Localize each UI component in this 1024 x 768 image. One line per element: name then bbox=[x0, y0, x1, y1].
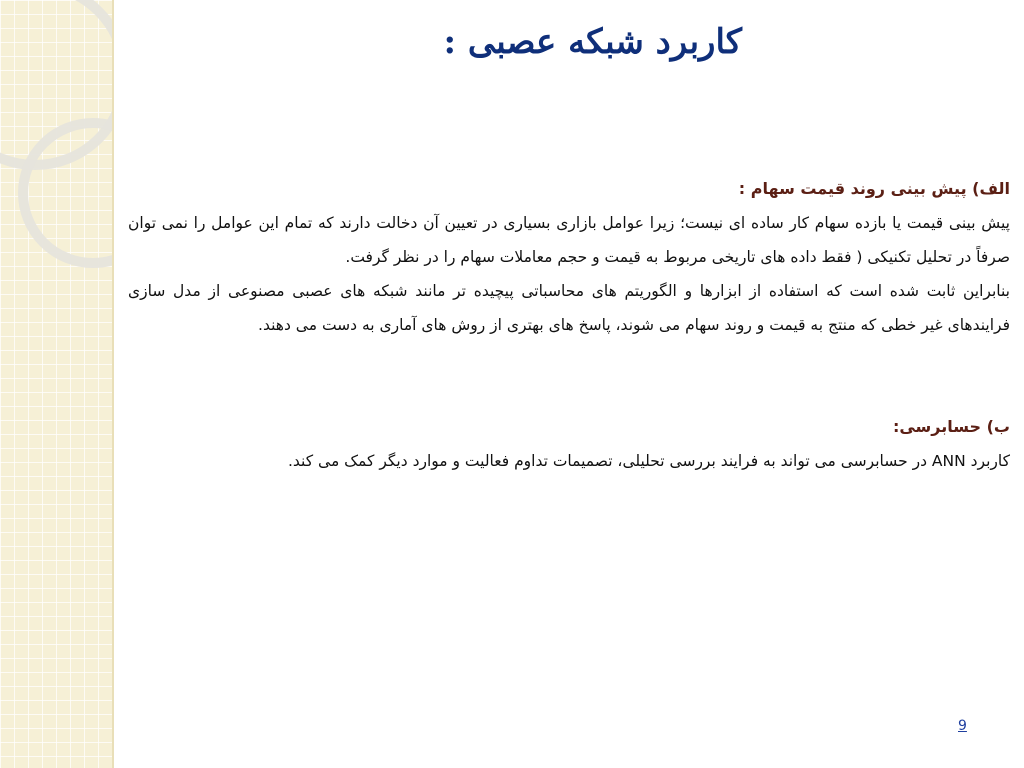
section-a-paragraph-2: بنابراین ثابت شده است که استفاده از ابزارها و الگوریتم های محاسباتی پیچیده تر مانند شبکه های عصبی مصنوعی از مدل سازی فرایندهای غیر خطی که منتج به قیمت و روند سهام می شوند، پاسخ های بهتری از روش های آماری به دست می دهند. bbox=[128, 282, 1010, 334]
section-a-heading: الف) پیش بینی روند قیمت سهام : bbox=[738, 179, 1010, 198]
page-number: 9 bbox=[958, 718, 967, 734]
side-panel-edge bbox=[112, 0, 114, 768]
slide-content bbox=[128, 172, 1010, 478]
section-a-paragraph-1: پیش بینی قیمت یا بازده سهام کار ساده ای نیست؛ زیرا عوامل بازاری بسیاری در تعیین آن دخالت دارند که تمام این عوامل را نمی توان صرفاً در تحلیل تکنیکی ( فقط داده های تاریخی مربوط به قیمت و حجم معاملات سهام را در نظر گرفت. bbox=[128, 214, 1010, 266]
section-spacer bbox=[128, 342, 1010, 410]
decorative-side-panel bbox=[0, 0, 112, 768]
section-b-paragraph: کاربرد ANN در حسابرسی می تواند به فرایند بررسی تحلیلی، تصمیمات تداوم فعالیت و موارد دیگر کمک می کند. bbox=[287, 452, 1010, 470]
section-b-heading: ب) حسابرسی: bbox=[892, 417, 1010, 436]
slide-title: کاربرد شبکه عصبی : bbox=[443, 22, 742, 62]
